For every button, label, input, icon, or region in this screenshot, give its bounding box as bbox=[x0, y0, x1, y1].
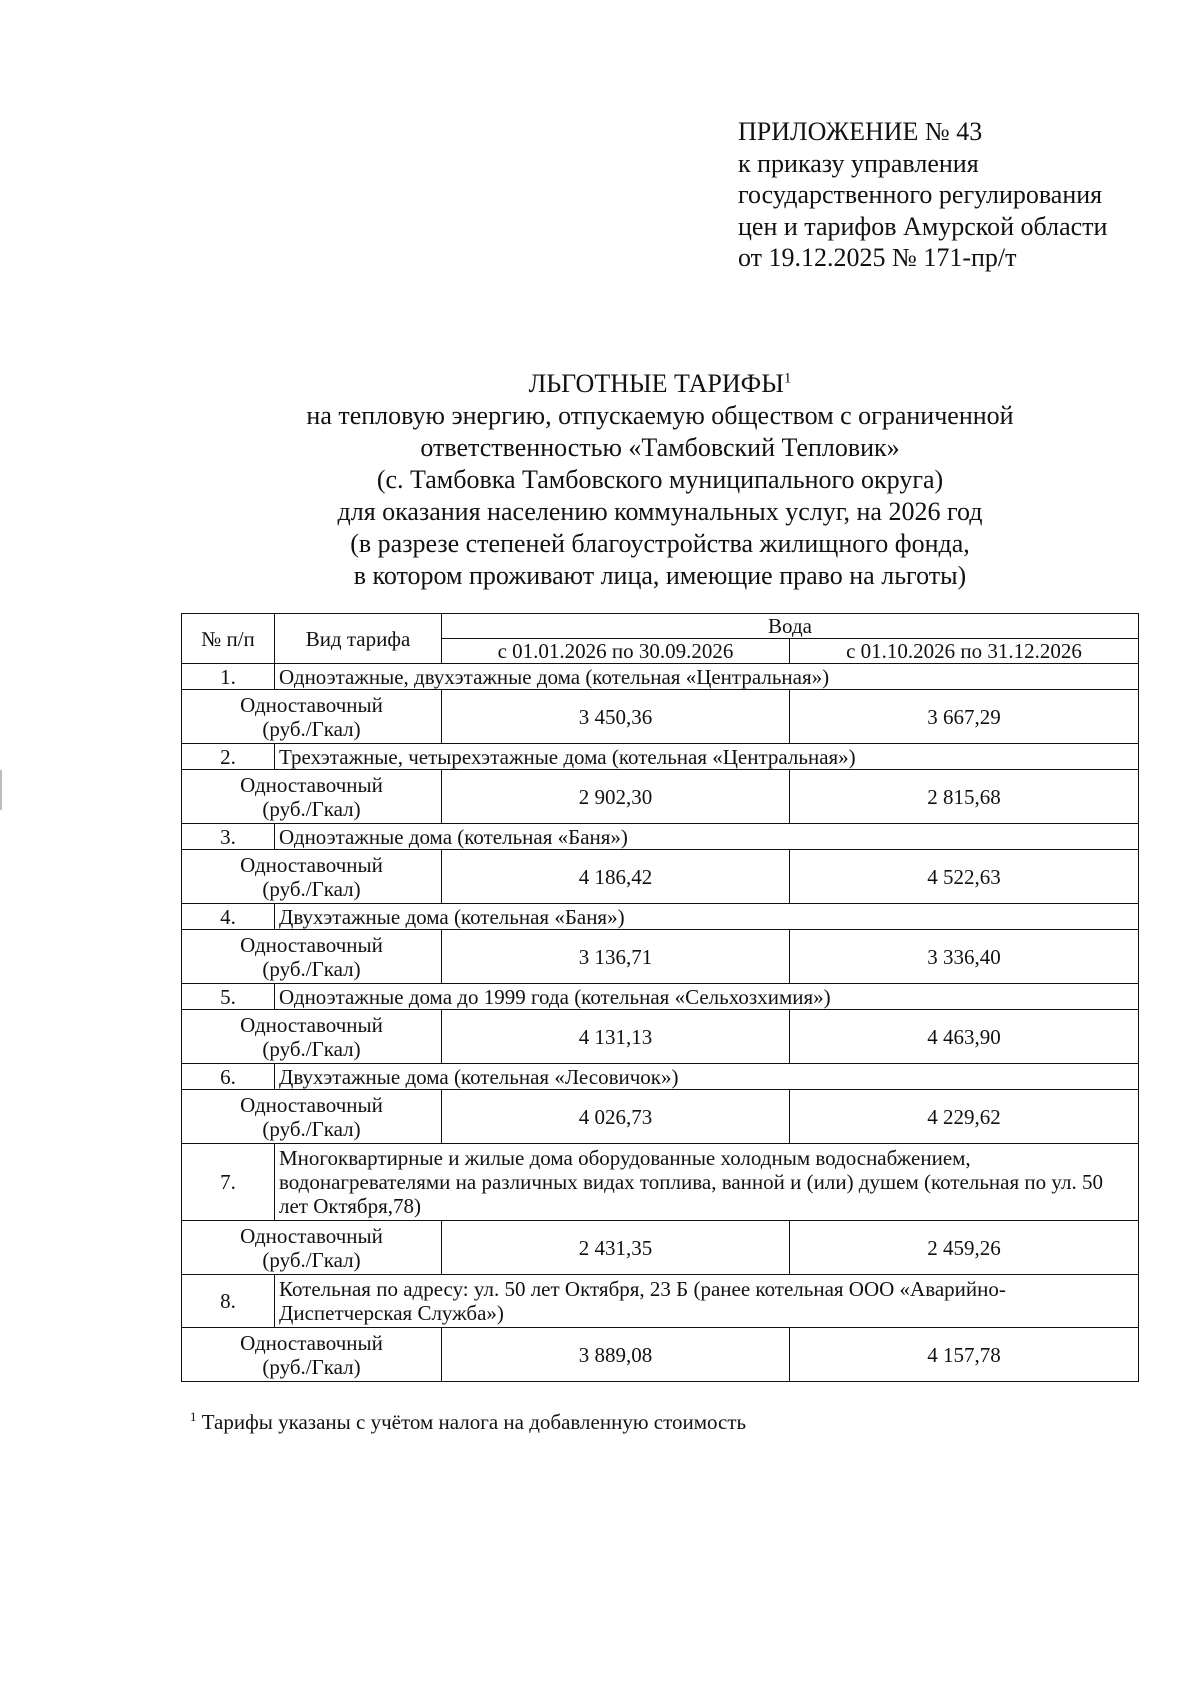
tariff-table bbox=[181, 613, 1139, 1382]
tariff-value-period-1: 3 889,08 bbox=[442, 1328, 790, 1382]
tariff-value-period-2: 3 336,40 bbox=[790, 930, 1139, 984]
title-line: (с. Тамбовка Тамбовского муниципального округа) bbox=[376, 465, 944, 494]
tariff-value-period-2: 4 229,62 bbox=[790, 1090, 1139, 1144]
category-row bbox=[182, 664, 1139, 690]
title-line: для оказания населению коммунальных услуг, на 2026 год bbox=[337, 497, 983, 526]
category-row bbox=[182, 984, 1139, 1010]
tariff-type: Одноставочный bbox=[240, 1012, 383, 1037]
tariff-type: Одноставочный bbox=[240, 1330, 383, 1355]
category-label: Двухэтажные дома (котельная «Баня») bbox=[275, 904, 1139, 930]
header-num: № п/п bbox=[182, 614, 275, 664]
table-row bbox=[182, 930, 1139, 984]
tariff-unit: (руб./Гкал) bbox=[262, 796, 361, 821]
table-row bbox=[182, 770, 1139, 824]
footnote-mark: 1 bbox=[190, 1409, 197, 1424]
row-number: 4. bbox=[182, 904, 275, 930]
tariff-value-period-1: 4 026,73 bbox=[442, 1090, 790, 1144]
footnote bbox=[190, 1410, 746, 1435]
category-row bbox=[182, 1064, 1139, 1090]
tariff-type: Одноставочный bbox=[240, 692, 383, 717]
appendix-line: от 19.12.2025 № 171-пр/т bbox=[738, 243, 1017, 272]
row-number: 8. bbox=[182, 1275, 275, 1328]
tariff-unit: (руб./Гкал) bbox=[262, 1247, 361, 1272]
tariff-type-cell bbox=[182, 770, 442, 824]
tariff-value-period-2: 4 463,90 bbox=[790, 1010, 1139, 1064]
category-row bbox=[182, 904, 1139, 930]
row-number: 3. bbox=[182, 824, 275, 850]
header-water: Вода bbox=[442, 614, 1139, 639]
category-row bbox=[182, 1275, 1139, 1328]
table-row bbox=[182, 1221, 1139, 1275]
tariff-type: Одноставочный bbox=[240, 852, 383, 877]
row-number: 5. bbox=[182, 984, 275, 1010]
tariff-value-period-1: 4 186,42 bbox=[442, 850, 790, 904]
tariff-value-period-2: 4 522,63 bbox=[790, 850, 1139, 904]
appendix-line: государственного регулирования bbox=[738, 180, 1103, 209]
document-title bbox=[180, 368, 1140, 592]
category-row bbox=[182, 1144, 1139, 1221]
table-header-row bbox=[182, 614, 1139, 639]
table-row bbox=[182, 850, 1139, 904]
title-line: в котором проживают лица, имеющие право на льготы) bbox=[353, 561, 967, 590]
appendix-block bbox=[738, 116, 1107, 274]
tariff-type-cell bbox=[182, 850, 442, 904]
footnote-mark: 1 bbox=[783, 370, 792, 387]
footnote-text: Тарифы указаны с учётом налога на добавленную стоимость bbox=[196, 1410, 747, 1434]
tariff-type: Одноставочный bbox=[240, 1223, 383, 1248]
tariff-type-cell bbox=[182, 1010, 442, 1064]
tariff-value-period-1: 2 431,35 bbox=[442, 1221, 790, 1275]
header-period-1: с 01.01.2026 по 30.09.2026 bbox=[442, 639, 790, 664]
tariff-unit: (руб./Гкал) bbox=[262, 956, 361, 981]
tariff-type-cell bbox=[182, 930, 442, 984]
category-label: Одноэтажные дома до 1999 года (котельная «Сельхозхимия») bbox=[275, 984, 1139, 1010]
table-row bbox=[182, 690, 1139, 744]
title-line: (в разрезе степеней благоустройства жилищного фонда, bbox=[350, 529, 970, 558]
tariff-unit: (руб./Гкал) bbox=[262, 1116, 361, 1141]
category-label: Котельная по адресу: ул. 50 лет Октября, 23 Б (ранее котельная ООО «Аварийно-Диспетчерская Служба») bbox=[275, 1275, 1139, 1328]
tariff-value-period-2: 4 157,78 bbox=[790, 1328, 1139, 1382]
tariff-value-period-2: 2 459,26 bbox=[790, 1221, 1139, 1275]
tariff-unit: (руб./Гкал) bbox=[262, 876, 361, 901]
title-line: на тепловую энергию, отпускаемую обществом с ограниченной bbox=[306, 401, 1014, 430]
tariff-value-period-2: 3 667,29 bbox=[790, 690, 1139, 744]
category-label: Трехэтажные, четырехэтажные дома (котельная «Центральная») bbox=[275, 744, 1139, 770]
row-number: 2. bbox=[182, 744, 275, 770]
tariff-value-period-2: 2 815,68 bbox=[790, 770, 1139, 824]
tariff-unit: (руб./Гкал) bbox=[262, 1354, 361, 1379]
tariff-unit: (руб./Гкал) bbox=[262, 716, 361, 741]
table-row bbox=[182, 1090, 1139, 1144]
tariff-type: Одноставочный bbox=[240, 772, 383, 797]
tariff-type-cell bbox=[182, 690, 442, 744]
title-heading bbox=[180, 368, 1140, 400]
table-row bbox=[182, 1328, 1139, 1382]
tariff-type: Одноставочный bbox=[240, 1092, 383, 1117]
category-label: Одноэтажные, двухэтажные дома (котельная «Центральная») bbox=[275, 664, 1139, 690]
appendix-line: к приказу управления bbox=[738, 148, 979, 178]
tariff-value-period-1: 4 131,13 bbox=[442, 1010, 790, 1064]
tariff-type-cell bbox=[182, 1221, 442, 1275]
category-label: Двухэтажные дома (котельная «Лесовичок») bbox=[275, 1064, 1139, 1090]
row-number: 1. bbox=[182, 664, 275, 690]
tariff-value-period-1: 2 902,30 bbox=[442, 770, 790, 824]
tariff-type-cell bbox=[182, 1328, 442, 1382]
row-number: 7. bbox=[182, 1144, 275, 1221]
table-row bbox=[182, 1010, 1139, 1064]
tariff-type: Одноставочный bbox=[240, 932, 383, 957]
category-label: Одноэтажные дома (котельная «Баня») bbox=[275, 824, 1139, 850]
header-period-2: с 01.10.2026 по 31.12.2026 bbox=[790, 639, 1139, 664]
category-row bbox=[182, 744, 1139, 770]
scan-edge-mark bbox=[0, 770, 2, 810]
appendix-line: цен и тарифов Амурской области bbox=[738, 211, 1108, 241]
appendix-line: ПРИЛОЖЕНИЕ № 43 bbox=[738, 117, 983, 146]
header-tariff-type: Вид тарифа bbox=[275, 614, 442, 664]
tariff-value-period-1: 3 136,71 bbox=[442, 930, 790, 984]
row-number: 6. bbox=[182, 1064, 275, 1090]
tariff-unit: (руб./Гкал) bbox=[262, 1036, 361, 1061]
category-row bbox=[182, 824, 1139, 850]
category-label: Многоквартирные и жилые дома оборудованные холодным водоснабжением, водонагревателями на различных видах топлива, ванной и (или) душем (котельная по ул. 50 лет Октября,78) bbox=[275, 1144, 1139, 1221]
title-line: ответственностью «Тамбовский Тепловик» bbox=[420, 433, 900, 462]
tariff-value-period-1: 3 450,36 bbox=[442, 690, 790, 744]
title-heading-text: ЛЬГОТНЫЕ ТАРИФЫ bbox=[528, 369, 784, 398]
tariff-type-cell bbox=[182, 1090, 442, 1144]
